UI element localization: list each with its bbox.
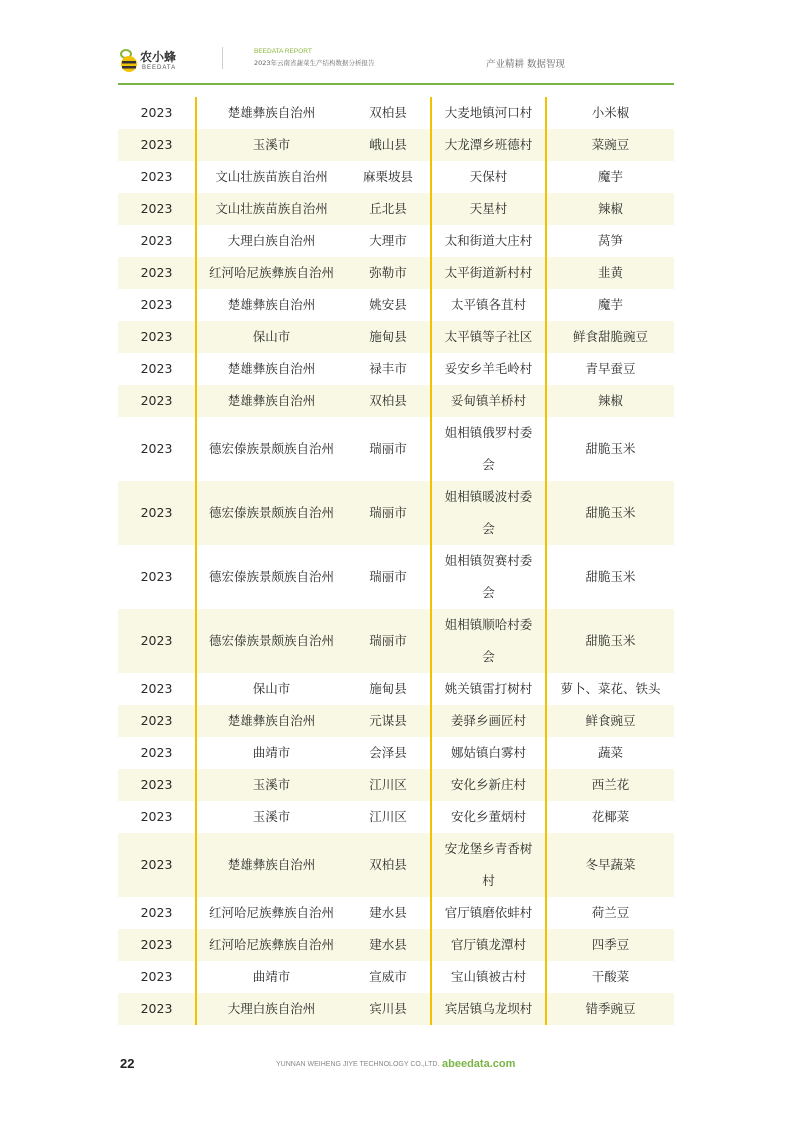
county-cell: 丘北县 [346,193,431,225]
village-cell: 太平街道新村村 [431,257,546,289]
table-row [118,673,674,705]
village-cell: 安化乡董炳村 [431,801,546,833]
product-cell: 四季豆 [546,929,674,961]
village-cell: 姐相镇俄罗村委会 [431,417,546,481]
county-cell: 会泽县 [346,737,431,769]
village-cell: 安化乡新庄村 [431,769,546,801]
county-cell: 建水县 [346,929,431,961]
table-row [118,833,674,897]
county-cell: 峨山县 [346,129,431,161]
county-cell: 施甸县 [346,673,431,705]
village-cell: 安龙堡乡青香树村 [431,833,546,897]
table-row [118,225,674,257]
village-cell: 姚关镇雷打树村 [431,673,546,705]
prefecture-cell: 德宏傣族景颇族自治州 [208,441,334,456]
county-cell: 江川区 [346,801,431,833]
year-cell: 2023 [118,673,196,705]
county-cell: 建水县 [346,897,431,929]
product-cell: 辣椒 [546,193,674,225]
table-row [118,289,674,321]
village-cell: 官厅镇龙潭村 [431,929,546,961]
village-vegetable-table [118,97,674,1025]
report-title-en: BEEDATA REPORT [254,48,312,55]
prefecture-cell: 德宏傣族景颇族自治州 [196,609,346,673]
village-cell: 娜姑镇白雾村 [431,737,546,769]
village-cell: 妥安乡羊毛岭村 [431,353,546,385]
prefecture-cell: 楚雄彝族自治州 [196,705,346,737]
product-cell: 鲜食豌豆 [546,705,674,737]
prefecture-cell: 玉溪市 [196,769,346,801]
county-cell: 麻栗坡县 [346,161,431,193]
table-row [118,609,674,673]
year-cell: 2023 [118,545,196,609]
prefecture-cell: 曲靖市 [252,745,291,760]
year-cell: 2023 [118,929,196,961]
village-cell: 天星村 [431,193,546,225]
table-row [118,737,674,769]
county-cell: 大理市 [346,225,431,257]
year-cell: 2023 [118,257,196,289]
prefecture-cell: 文山壮族苗族自治州 [196,193,346,225]
product-cell: 西兰花 [546,769,674,801]
prefecture-cell: 红河哈尼族彝族自治州 [196,257,346,289]
year-cell: 2023 [118,961,196,993]
year-cell: 2023 [118,801,196,833]
page-header [118,44,674,84]
prefecture-cell: 文山壮族苗族自治州 [215,169,328,184]
table-row [118,417,674,481]
product-cell: 冬早蔬菜 [546,833,674,897]
county-cell: 禄丰市 [346,353,431,385]
year-cell: 2023 [118,225,196,257]
prefecture-cell: 保山市 [196,321,346,353]
table-row [118,801,674,833]
county-cell: 元谋县 [346,705,431,737]
year-cell: 2023 [118,161,196,193]
table-row [118,161,674,193]
village-cell: 太和街道大庄村 [431,225,546,257]
prefecture-cell: 玉溪市 [252,809,291,824]
year-cell: 2023 [118,737,196,769]
county-cell: 双柏县 [346,97,431,129]
village-cell: 天保村 [431,161,546,193]
product-cell: 小米椒 [591,105,630,120]
prefecture-cell: 红河哈尼族彝族自治州 [208,905,334,920]
table-row [118,769,674,801]
year-cell: 2023 [118,193,196,225]
year-cell: 2023 [118,833,196,897]
county-cell: 瑞丽市 [346,417,431,481]
village-cell: 姐相镇顺哈村委会 [431,609,546,673]
table-row [118,353,674,385]
year-cell: 2023 [118,129,196,161]
county-cell: 双柏县 [346,833,431,897]
county-cell: 姚安县 [346,289,431,321]
prefecture-cell: 德宏傣族景颇族自治州 [196,481,346,545]
county-cell: 宣威市 [346,961,431,993]
year-cell: 2023 [118,897,196,929]
village-cell: 姐相镇贺赛村委会 [431,545,546,609]
product-cell: 萝卜、菜花、铁头 [560,681,661,696]
year-cell: 2023 [118,321,196,353]
prefecture-cell: 楚雄彝族自治州 [196,385,346,417]
year-cell: 2023 [118,417,196,481]
village-cell: 妥甸镇羊桥村 [431,385,546,417]
report-title-cn: 2023年云南省蔬菜生产结构数据分析报告 [254,59,375,67]
product-cell: 甜脆玉米 [585,441,636,456]
product-cell: 辣椒 [546,385,674,417]
table-row [118,321,674,353]
prefecture-cell: 德宏傣族景颇族自治州 [208,569,334,584]
county-cell: 瑞丽市 [346,609,431,673]
table-row [118,897,674,929]
year-cell: 2023 [118,609,196,673]
table-row [118,385,674,417]
year-cell: 2023 [118,97,196,129]
table-row [118,929,674,961]
county-cell: 宾川县 [346,993,431,1025]
product-cell: 蔬菜 [597,745,623,760]
table-row [118,129,674,161]
footer-company: YUNNAN WEIHENG JIYE TECHNOLOGY CO.,LTD. [276,1061,440,1068]
table-body [118,97,674,1025]
prefecture-cell: 玉溪市 [196,129,346,161]
footer-website: abeedata.com [442,1058,516,1070]
table-row [118,545,674,609]
county-cell: 瑞丽市 [346,545,431,609]
logo-subtext: BEEDATA [142,65,177,71]
year-cell: 2023 [118,481,196,545]
logo-text: 农小蜂 [140,50,177,64]
product-cell: 甜脆玉米 [546,609,674,673]
table-row [118,993,674,1025]
year-cell: 2023 [118,385,196,417]
product-cell: 荷兰豆 [591,905,630,920]
village-cell: 宾居镇乌龙坝村 [431,993,546,1025]
logo [118,46,188,80]
prefecture-cell: 保山市 [252,681,291,696]
village-cell: 太平镇等子社区 [431,321,546,353]
product-cell: 花椰菜 [591,809,630,824]
page-number: 22 [120,1056,135,1071]
county-cell: 施甸县 [346,321,431,353]
table-row [118,705,674,737]
bee-logo-icon [118,48,140,74]
product-cell: 甜脆玉米 [585,569,636,584]
year-cell: 2023 [118,705,196,737]
prefecture-cell: 大理白族自治州 [227,233,316,248]
year-cell: 2023 [118,769,196,801]
county-cell: 瑞丽市 [346,481,431,545]
prefecture-cell: 大理白族自治州 [196,993,346,1025]
product-cell: 错季豌豆 [546,993,674,1025]
village-cell: 姜驿乡画匠村 [431,705,546,737]
year-cell: 2023 [118,353,196,385]
prefecture-cell: 红河哈尼族彝族自治州 [196,929,346,961]
prefecture-cell: 楚雄彝族自治州 [227,105,316,120]
county-cell: 双柏县 [346,385,431,417]
table-row [118,257,674,289]
prefecture-cell: 曲靖市 [252,969,291,984]
year-cell: 2023 [118,289,196,321]
prefecture-cell: 楚雄彝族自治州 [196,833,346,897]
product-cell: 魔芋 [597,297,623,312]
table-row [118,97,674,129]
village-cell: 姐相镇暖波村委会 [431,481,546,545]
product-cell: 韭黄 [546,257,674,289]
table-row [118,193,674,225]
prefecture-cell: 楚雄彝族自治州 [227,297,316,312]
product-cell: 青早蚕豆 [585,361,636,376]
header-divider [222,47,223,69]
product-cell: 菜豌豆 [546,129,674,161]
product-cell: 莴笋 [597,233,623,248]
header-rule [118,83,674,85]
village-cell: 大龙潭乡班德村 [431,129,546,161]
year-cell: 2023 [118,993,196,1025]
product-cell: 甜脆玉米 [546,481,674,545]
village-cell: 太平镇各苴村 [431,289,546,321]
village-cell: 官厅镇磨依蚌村 [431,897,546,929]
prefecture-cell: 楚雄彝族自治州 [227,361,316,376]
table-row [118,961,674,993]
village-cell: 宝山镇被古村 [431,961,546,993]
product-cell: 干酸菜 [591,969,630,984]
county-cell: 弥勒市 [346,257,431,289]
header-slogan: 产业精耕 数据智现 [486,59,566,70]
county-cell: 江川区 [346,769,431,801]
product-cell: 鲜食甜脆豌豆 [546,321,674,353]
table-row [118,481,674,545]
village-cell: 大麦地镇河口村 [431,97,546,129]
product-cell: 魔芋 [597,169,623,184]
